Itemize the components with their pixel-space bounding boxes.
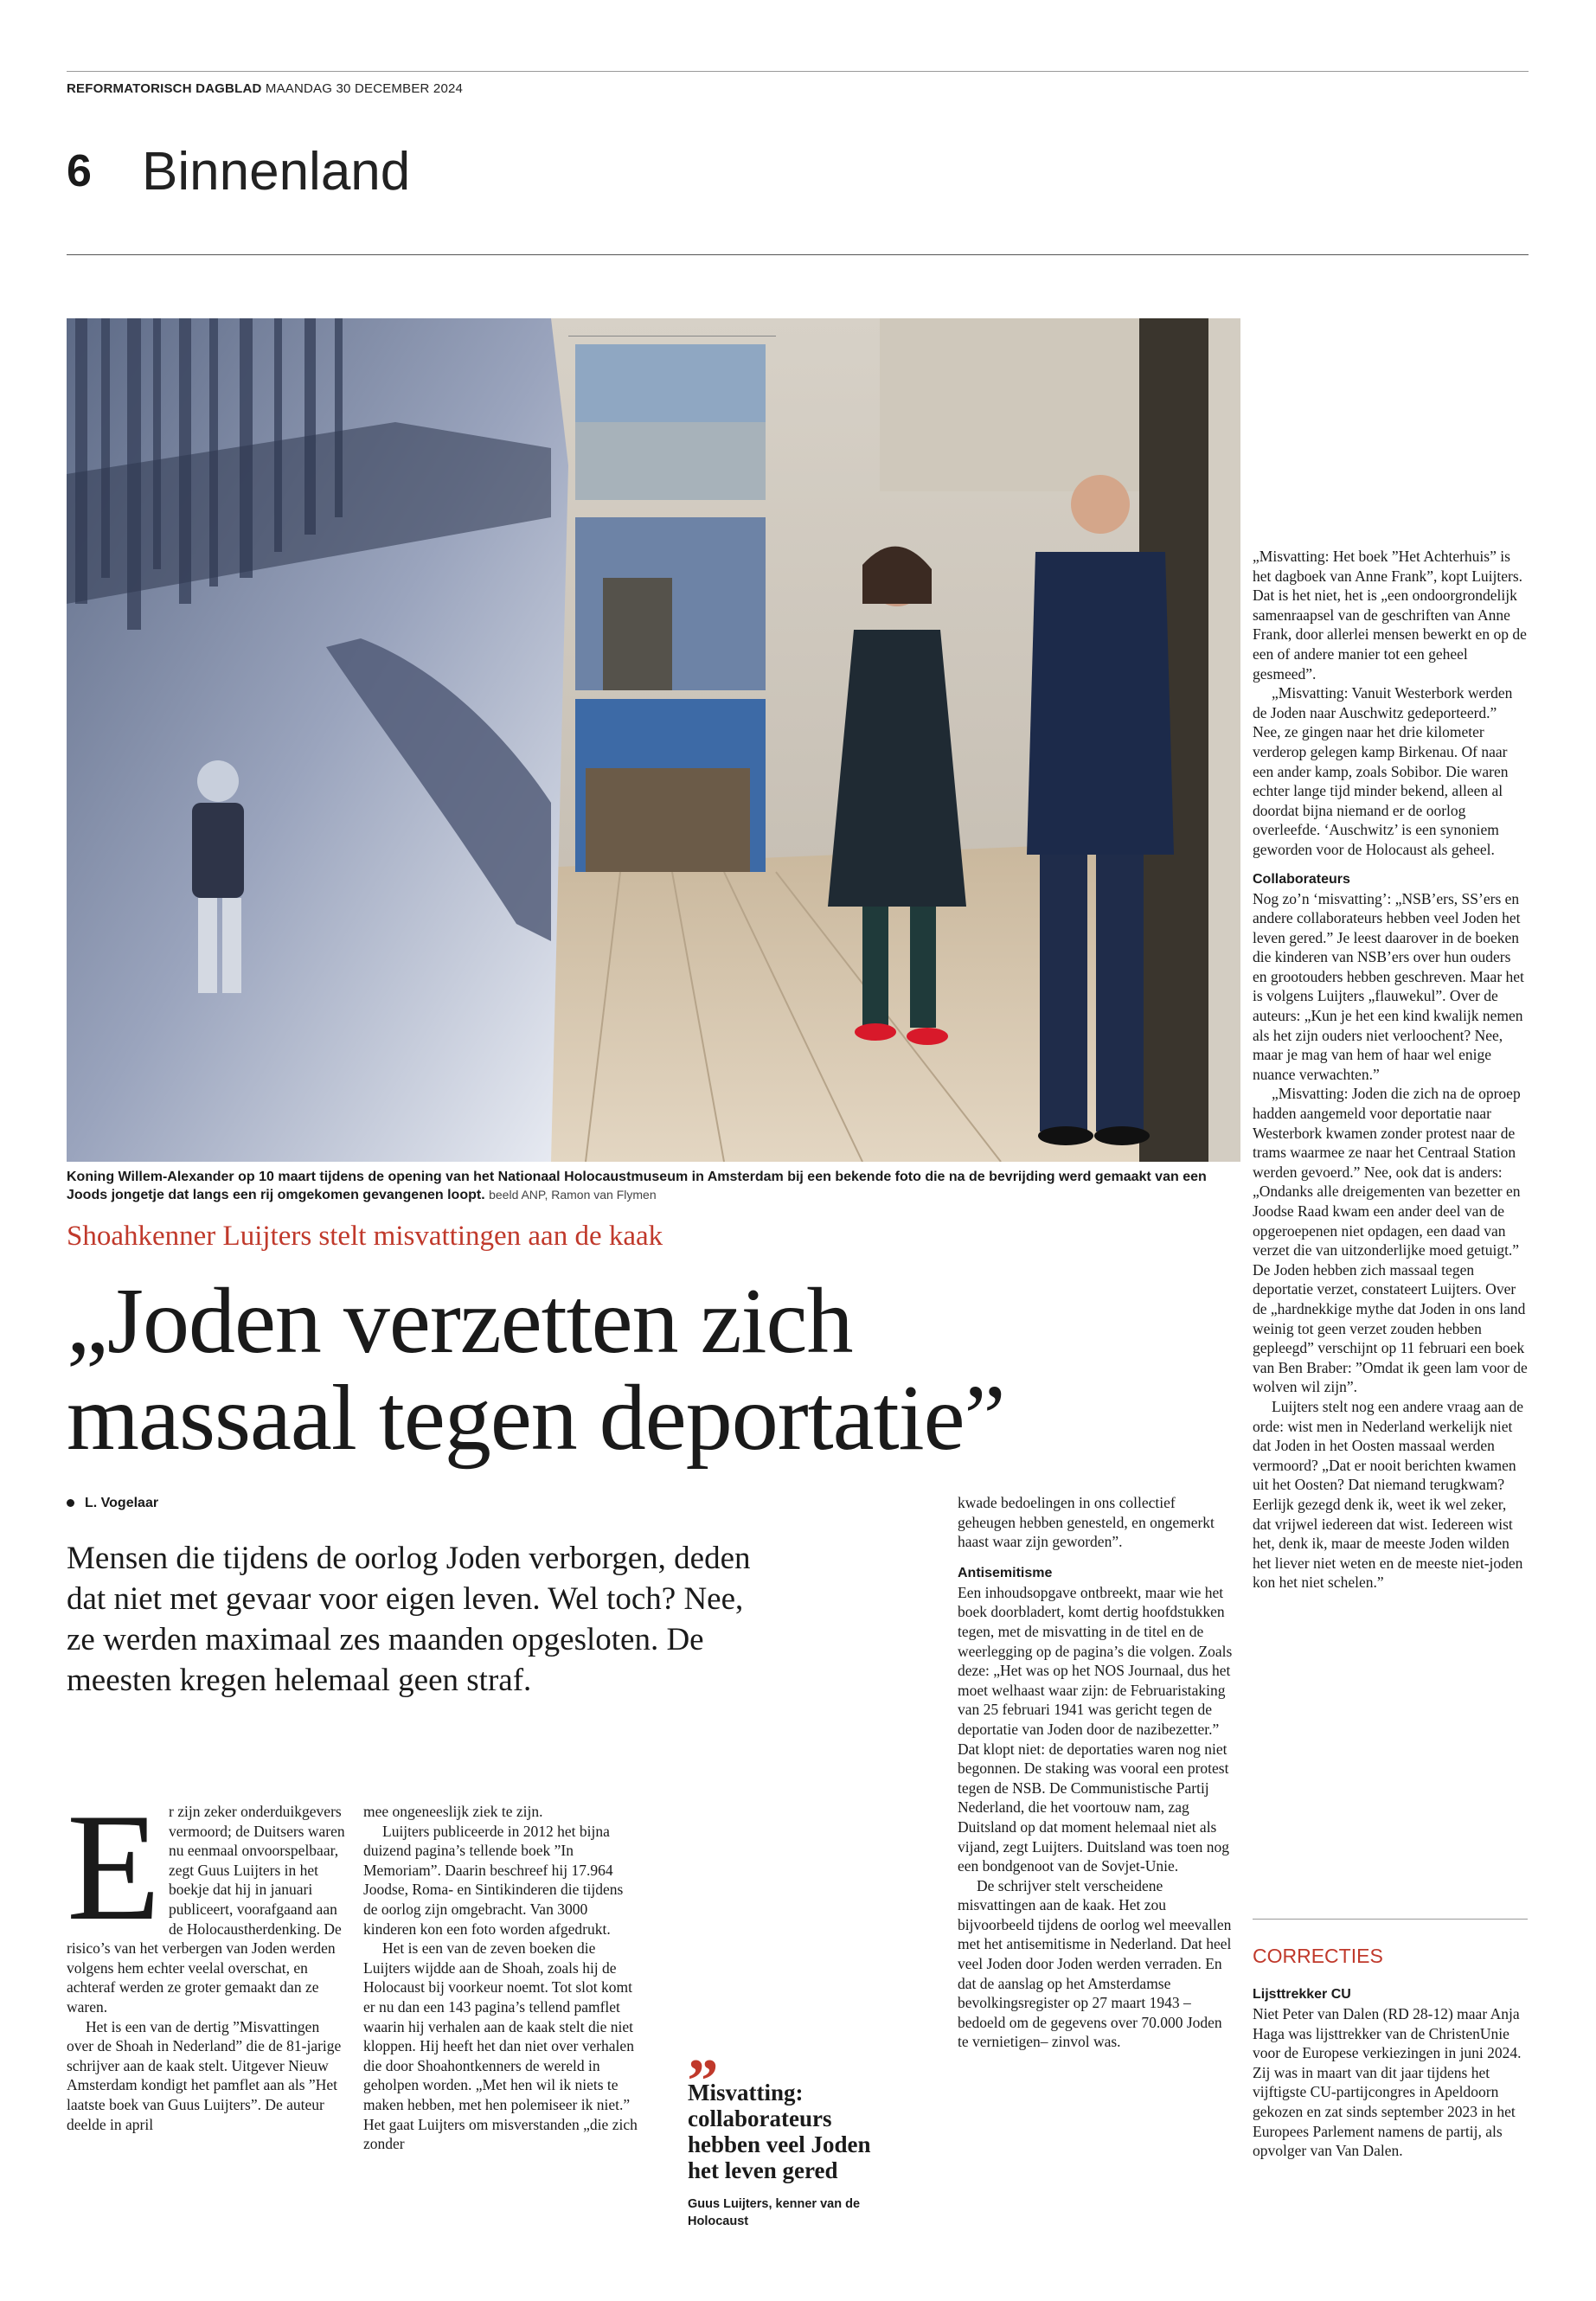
section-rule	[67, 254, 1529, 255]
body-paragraph: kwade bedoelingen in ons collectief geheugen hebben genesteld, en ongemerkt haast waar zijn geworden”.	[958, 1494, 1215, 1551]
body-column-2	[363, 1802, 640, 2154]
pull-quote-attribution: Guus Luijters, kenner van de Holocaust	[688, 2197, 861, 2228]
headline-line-1: „Joden verzetten zich	[67, 1270, 853, 1373]
body-paragraph: Luijters publiceerde in 2012 het bijna duizend pagina’s tellende boek ”In Memoriam”. Daarin beschreef hij 17.964 Joodse, Roma- en Sintikinderen die tijdens de oorlog zijn omgebracht. Van 3000 kinderen kon een foto worden afgedrukt.	[363, 1822, 624, 1938]
pull-quote	[688, 2014, 891, 2230]
issue-date: MAANDAG 30 DECEMBER 2024	[265, 81, 464, 96]
photo-illustration	[67, 318, 1240, 1162]
body-paragraph: Een inhoudsopgave ontbreekt, maar wie het boek doorbladert, komt dertig hoofdstukken tegen, met de misvatting in de titel en de weerlegging op de pagina’s die volgen. Zoals deze: „Het was op het NOS Journaal, dus het moet welhaast waar zijn: de Februaristaking van 25 februari 1941 was gericht tegen de deportatie van Joden door de nazibezetter.” Dat klopt niet: de deportaties waren nog niet begonnen. De staking was vooral een protest tegen de NSB. De Communistische Partij Nederland, die het voortouw nam, zag Duitsland op dat moment helemaal niet als vijand, zegt Luijters. Duitsland was toen nog een bondgenoot van de Sovjet-Unie.	[958, 1583, 1233, 1875]
body-paragraph: „Misvatting: Het boek ”Het Achterhuis” is het dagboek van Anne Frank”, kopt Luijters. Dat is het niet, het is „een ondoorgrondelijk samenraapsel van de geschriften van Anne Frank, door allerlei mensen bewerkt en op de een of andere manier tot een geheel gesmeed”.	[1253, 548, 1527, 683]
corrections-body	[1253, 1985, 1528, 2161]
article-kicker: Shoahkenner Luijters stelt misvattingen aan de kaak	[67, 1221, 663, 1252]
subheading: Antisemitisme	[958, 1565, 1053, 1580]
corrections-text: Niet Peter van Dalen (RD 28-12) maar Anja Haga was lijsttrekker van de ChristenUnie voor de Europese verkiezingen in juni 2024. Zij was in maart van dit jaar tijdens het vijftigste CU-partijcongres in Apeldoorn gekozen en zat sinds september 2023 in het Europees Parlement namens de partij, als opvolger van Van Dalen.	[1253, 2005, 1522, 2160]
subheading: Collaborateurs	[1253, 871, 1350, 887]
corrections-heading: Lijsttrekker CU	[1253, 1987, 1351, 2002]
body-paragraph: Het is een van de dertig ”Misvattingen over de Shoah in Nederland” die de 81-jarige schrijver aan de kaak stelt. Uitgever Nieuw Amsterdam kondigt het pamflet aan als ”Het laatste boek van Guus Luijters”. De auteur deelde in april	[67, 2017, 342, 2133]
photo-caption	[67, 1168, 1240, 1204]
author-name: L. Vogelaar	[85, 1496, 159, 1510]
body-paragraph: Nog zo’n ‘misvatting’: „NSB’ers, SS’ers en andere collaborateurs hebben veel Joden het leven gered.” Je leest daarover in de boeken die kinderen van NSB’ers over hun ouders en grootouders hebben geschreven. Maar het is volgens Luijters „flauwekul”. Over de auteurs: „Kun je het een kind kwalijk nemen als het zijn ouders niet verloochent? Nee, maar je mag van hem of haar wel enige nuance verwachten.”	[1253, 889, 1524, 1083]
byline-bullet-icon	[67, 1499, 74, 1507]
article-intro: Mensen die tijdens de oorlog Joden verborgen, deden dat niet met gevaar voor eigen leven. Wel toch? Nee, ze werden maximaal zes maanden opgesloten. De meesten kregen helemaal geen straf.	[67, 1541, 751, 1698]
corrections-title: CORRECTIES	[1253, 1945, 1383, 1967]
article-photo	[67, 318, 1240, 1162]
body-column-3	[958, 1493, 1233, 2052]
page-number: 6	[67, 146, 92, 196]
body-column-1	[67, 1781, 348, 2134]
drop-cap: E	[67, 1781, 161, 1952]
body-paragraph: De schrijver stelt verscheidene misvattingen aan de kaak. Het zou bijvoorbeeld tijdens de oorlog wel meevallen met het antisemitisme in Nederland. Dat heel veel Joden door Joden werden verraden. En dat de aanslag op het Amsterdamse bevolkingsregister op 27 maart 1943 –bedoeld om de gegevens over 70.000 Joden te vernietigen– zinvol was.	[958, 1876, 1232, 2051]
body-paragraph: „Misvatting: Vanuit Westerbork werden de Joden naar Auschwitz gedeporteerd.” Nee, ze gingen naar het drie kilometer verderop gelegen kamp Birkenau. Of naar een ander kamp, zoals Sobibor. Die waren echter lange tijd minder bekend, alleen al doordat bijna niemand er de oorlog overleefde. ‘Auschwitz’ is een synoniem geworden voor de Holocaust als geheel.	[1253, 684, 1513, 858]
body-paragraph: mee ongeneeslijk ziek te zijn.	[363, 1803, 543, 1820]
caption-text: Koning Willem-Alexander op 10 maart tijdens de opening van het Nationaal Holocaustmuseum in Amsterdam bij een bekende foto die na de bevrijding werd gemaakt van een Joods jongetje dat langs een rij omgekomen gevangenen loopt.	[67, 1170, 1207, 1202]
body-column-4	[1253, 547, 1528, 1593]
body-paragraph: Het is een van de zeven boeken die Luijters wijdde aan de Shoah, zoals hij de Holocaust bij voorkeur noemt. Tot slot komt er nu dan een 143 pagina’s tellend pamflet waarin hij verhalen aan de kaak stelt die niet kloppen. Hij heeft het dan niet over verhalen die door Shoahontkenners de wereld in geholpen worden. „Met hen wil ik niets te maken hebben, met hen polemiseer ik niet.” Het gaat Luijters om misverstanden „die zich zonder	[363, 1939, 638, 2153]
body-paragraph: Luijters stelt nog een andere vraag aan de orde: wist men in Nederland werkelijk niet dat Joden in het Oosten massaal werden vermoord? „Dat er nooit berichten kwamen uit het Oosten? Dat niemand terugkwam? Eerlijk gezegd denk ik, weet ik wel zeker, dat vrijwel iedereen dat wist. Iedereen wist het, denk ik, maar de meeste Joden wilden het liever niet weten en de meeste niet-joden kon het niet schelen.”	[1253, 1397, 1524, 1592]
body-paragraph: „Misvatting: Joden die zich na de oproep hadden aangemeld voor deportatie naar Westerbork kwamen zonder protest naar de trams waarmee ze naar het Centraal Station werden gevoerd.” Nee, ook dat is anders: „Ondanks alle dreigementen van bezetter en Joodse Raad kwam een ander deel van de opgeroepenen niet opdagen, een daad van verzet die van uitzonderlijke moed getuigt.” De Joden hebben zich massaal tegen deportatie verzet, constateert Luijters. Over de „hardnekkige mythe dat Joden in ons land weinig tot geen verzet zouden hebben gepleegd” verschijnt op 11 februari een boek van Ben Braber: ”Omdat ik geen lam voor de wolven wil zijn”.	[1253, 1085, 1528, 1396]
body-paragraph: r zijn zeker onderduikgevers vermoord; de Duitsers waren nu eenmaal onvoorspelbaar, zegt Guus Luijters in het boekje dat hij in januari publiceert, voorafgaand aan de Holocaustherdenking. De risico’s van het verbergen van Joden werden volgens hem echter veelal overschat, en achteraf werden ze groter gemaakt dan ze waren.	[67, 1803, 345, 2016]
corrections-rule	[1253, 1919, 1528, 1920]
headline-line-2: massaal tegen deportatie”	[67, 1367, 1005, 1470]
section-title: Binnenland	[142, 142, 411, 202]
photo-credit: beeld ANP, Ramon van Flymen	[489, 1188, 657, 1202]
top-rule	[67, 71, 1529, 72]
article-headline	[67, 1270, 1226, 1470]
paper-name: REFORMATORISCH DAGBLAD	[67, 81, 262, 96]
pull-quote-text: Misvatting: collaborateurs hebben veel Joden het leven gered	[688, 2080, 871, 2183]
byline	[67, 1496, 158, 1511]
quote-mark-icon: „	[688, 2014, 719, 2083]
masthead	[67, 81, 463, 96]
